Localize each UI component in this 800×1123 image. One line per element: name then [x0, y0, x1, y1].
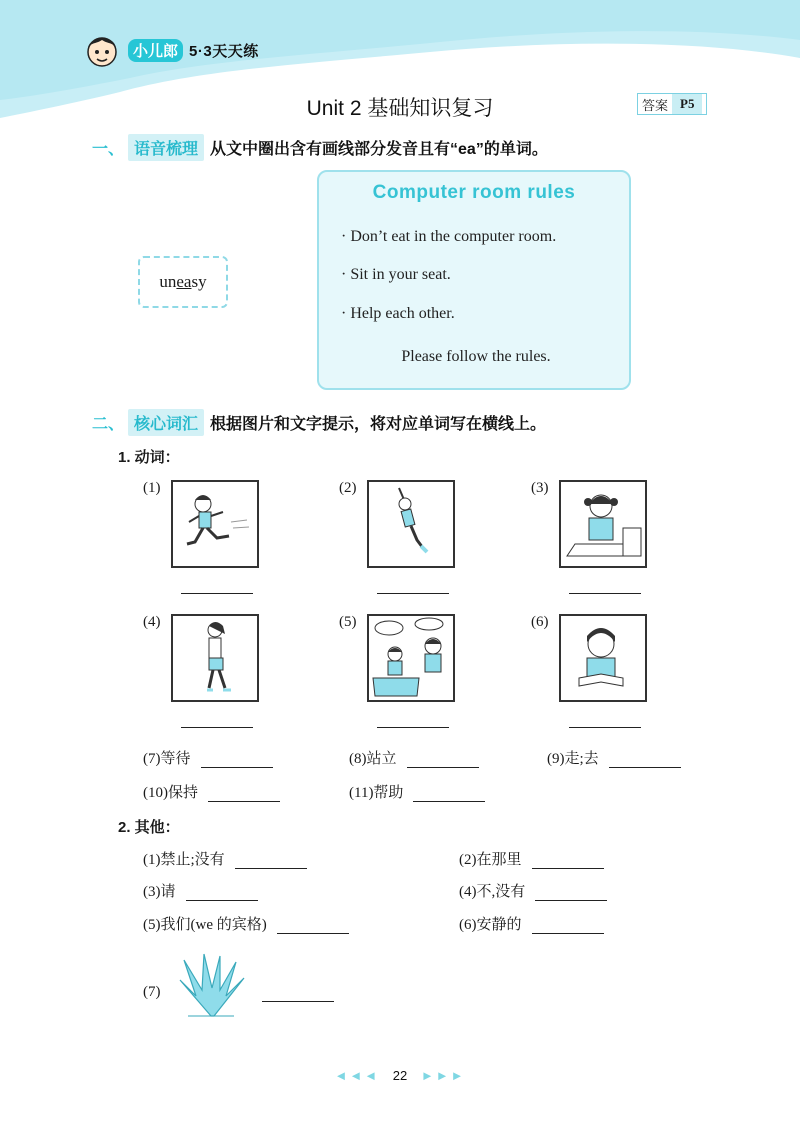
answer-blank[interactable]	[181, 727, 253, 728]
picture-item-5	[339, 614, 479, 734]
section-1-number: 一、	[92, 141, 125, 158]
verb-item-9	[547, 747, 681, 768]
rule-item: · Don’t eat in the computer room.	[341, 228, 557, 245]
other-item-6	[459, 913, 604, 934]
picture-item-6	[531, 614, 671, 734]
picture-number: (3)	[531, 480, 549, 496]
verb-item-10	[143, 781, 280, 802]
answer-blank[interactable]	[569, 727, 641, 728]
answer-blank[interactable]	[377, 727, 449, 728]
item-label: (1)禁止;没有	[143, 852, 225, 868]
item-label: (3)请	[143, 884, 176, 900]
section-2-number: 二、	[92, 416, 125, 433]
verb-item-11	[349, 781, 485, 802]
mascot-boy-icon	[82, 30, 122, 70]
jumping-girl-icon	[367, 480, 455, 568]
part-1-title: 1. 动词：	[118, 449, 180, 466]
item-label: (6)安静的	[459, 917, 522, 933]
writing-girl-icon	[559, 480, 647, 568]
answer-blank[interactable]	[208, 785, 280, 802]
item-label: (9)走;去	[547, 751, 599, 767]
picture-number: (2)	[339, 480, 357, 496]
picture-item-2	[339, 480, 479, 600]
reading-boy-icon	[559, 614, 647, 702]
answer-page: P5	[672, 94, 702, 114]
rules-box	[317, 170, 631, 390]
answer-blank[interactable]	[532, 917, 604, 934]
page-number: 22	[392, 1068, 408, 1083]
answer-blank[interactable]	[569, 593, 641, 594]
picture-number: (6)	[531, 614, 549, 630]
walking-girl-icon	[171, 614, 259, 702]
picture-number: (5)	[339, 614, 357, 630]
example-prefix: un	[159, 272, 177, 291]
answer-blank[interactable]	[186, 884, 258, 901]
picture-item-3	[531, 480, 671, 600]
section-1-header	[92, 134, 548, 161]
rules-footer: Please follow the rules.	[401, 348, 551, 365]
answer-label: 答案	[642, 97, 669, 113]
answer-blank[interactable]	[201, 751, 273, 768]
answer-blank[interactable]	[377, 593, 449, 594]
page-footer	[0, 1068, 800, 1083]
item-label: (10)保持	[143, 785, 198, 801]
section-1-instruction: 从文中圈出含有画线部分发音且有“ea”的单词。	[210, 141, 548, 158]
section-2-header	[92, 409, 546, 436]
other-item-7-label	[143, 984, 161, 1001]
verb-item-8	[349, 747, 479, 768]
item-label: (7)等待	[143, 751, 191, 767]
other-item-3	[143, 880, 258, 901]
rule-item: · Sit in your seat.	[341, 266, 451, 283]
brand-logo: 小儿郎	[128, 39, 183, 62]
item-label: (5)我们(we 的宾格)	[143, 917, 267, 933]
answer-blank[interactable]	[235, 852, 307, 869]
answer-blank[interactable]	[532, 852, 604, 869]
item-label: (2)在那里	[459, 852, 522, 868]
other-item-4	[459, 880, 607, 901]
item-label: (7)	[143, 984, 161, 1000]
talking-students-icon	[367, 614, 455, 702]
answer-blank[interactable]	[181, 593, 253, 594]
section-2-tag: 核心词汇	[128, 409, 204, 436]
picture-number: (4)	[143, 614, 161, 630]
answer-blank[interactable]	[277, 917, 349, 934]
example-word-box	[138, 256, 228, 308]
running-girl-icon	[171, 480, 259, 568]
picture-number: (1)	[143, 480, 161, 496]
brand-series: 5·3天天练	[189, 42, 259, 60]
answer-blank[interactable]	[535, 884, 607, 901]
prev-arrows-icon: ◄◄◄	[334, 1068, 380, 1083]
page-title: Unit 2 基础知识复习	[306, 97, 494, 120]
example-suffix: sy	[191, 272, 207, 291]
rule-item: · Help each other.	[341, 305, 455, 322]
answer-blank[interactable]	[609, 751, 681, 768]
part-2-title: 2. 其他：	[118, 819, 180, 836]
answer-blank[interactable]	[407, 751, 479, 768]
rules-title: Computer room rules	[372, 182, 576, 203]
brand	[82, 30, 259, 70]
section-2-instruction: 根据图片和文字提示，将对应单词写在横线上。	[210, 416, 547, 433]
item-label: (8)站立	[349, 751, 397, 767]
picture-item-1	[143, 480, 283, 600]
item-label: (4)不,没有	[459, 884, 526, 900]
other-item-1	[143, 848, 307, 869]
item-label: (11)帮助	[349, 785, 404, 801]
answer-blank[interactable]	[262, 1001, 334, 1002]
answer-badge[interactable]	[637, 93, 707, 115]
other-item-2	[459, 848, 604, 869]
answer-blank[interactable]	[413, 785, 485, 802]
example-underlined: ea	[176, 272, 192, 291]
other-item-5	[143, 913, 349, 934]
next-arrows-icon: ►►►	[420, 1068, 466, 1083]
verb-item-7	[143, 747, 273, 768]
section-1-tag: 语音梳理	[128, 134, 204, 161]
grass-icon	[174, 952, 248, 1018]
picture-item-4	[143, 614, 283, 734]
